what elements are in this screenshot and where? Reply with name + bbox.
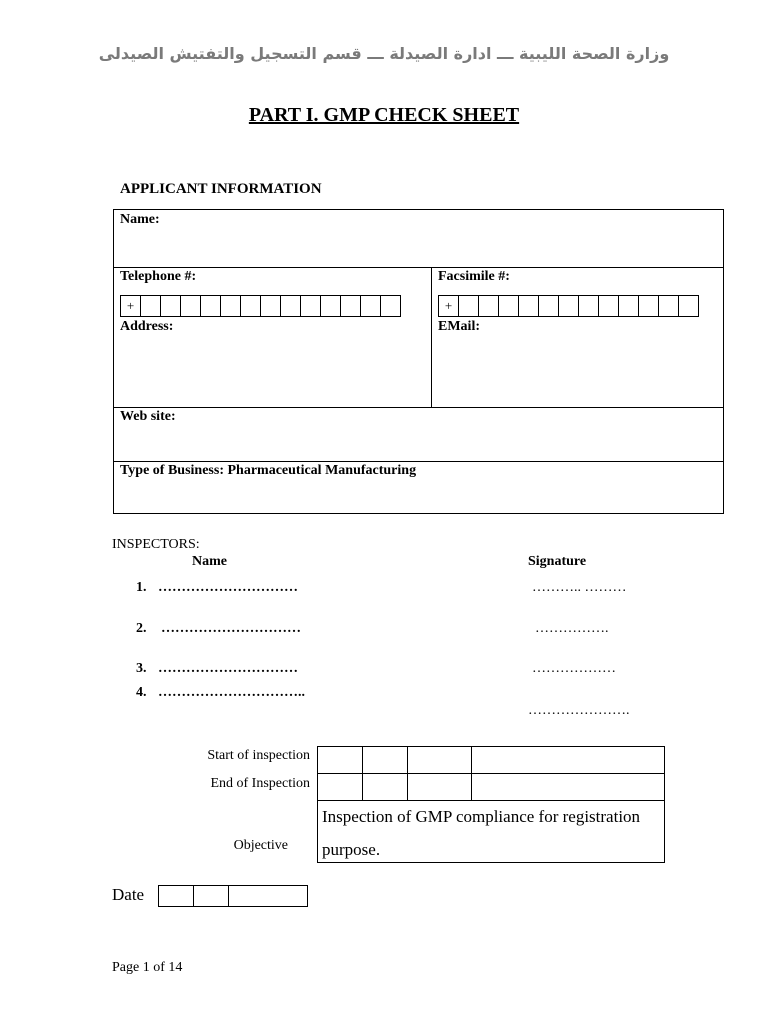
website-field-label: Web site: <box>120 409 176 424</box>
telephone-digit-boxes[interactable] <box>120 295 401 317</box>
start-date-row <box>318 747 665 774</box>
date-cell[interactable] <box>229 886 308 907</box>
applicant-form <box>113 209 724 514</box>
address-field-label: Address: <box>120 319 174 334</box>
date-cell[interactable] <box>363 774 408 801</box>
date-cell[interactable] <box>194 886 229 907</box>
end-date-row <box>318 774 665 801</box>
inspector-name-column-header: Name <box>192 554 227 569</box>
facsimile-digit-boxes[interactable] <box>438 295 699 317</box>
facsimile-field-label: Facsimile #: <box>438 269 510 284</box>
end-of-inspection-label: End of Inspection <box>210 776 310 791</box>
applicant-heading: APPLICANT INFORMATION <box>120 181 322 197</box>
date-cell[interactable] <box>408 747 472 774</box>
objective-label: Objective <box>233 838 288 853</box>
start-of-inspection-label: Start of inspection <box>207 748 310 763</box>
date-cell[interactable] <box>363 747 408 774</box>
phone-prefix: + <box>120 295 141 317</box>
inspector-name-line[interactable]: ………………………… <box>158 661 298 676</box>
fax-prefix: + <box>438 295 459 317</box>
divider <box>114 407 723 408</box>
divider <box>114 461 723 462</box>
ministry-header: وزارة الصحة الليبية ـــ ادارة الصيدلة ـــ قسم التسجيل والتفتيش الصيدلى <box>98 44 670 63</box>
inspection-date-grid <box>317 746 665 801</box>
divider <box>114 267 723 268</box>
inspector-name-line[interactable]: ………………………….. <box>158 685 305 700</box>
date-cell[interactable] <box>472 747 665 774</box>
date-cell[interactable] <box>318 774 363 801</box>
date-cell[interactable] <box>318 747 363 774</box>
date-boxes <box>158 885 308 907</box>
inspector-name-line[interactable]: ………………………… <box>158 580 298 595</box>
page-number: Page 1 of 14 <box>112 960 183 975</box>
inspector-number: 4. <box>136 685 147 700</box>
date-cell[interactable] <box>472 774 665 801</box>
inspector-signature-line[interactable]: ……….. ……… <box>532 580 627 595</box>
inspector-signature-line[interactable]: …………………. <box>528 703 630 718</box>
inspector-signature-line[interactable]: ……………… <box>532 661 616 676</box>
page-title: PART I. GMP CHECK SHEET <box>248 104 520 126</box>
inspector-number: 1. <box>136 580 147 595</box>
name-field-label: Name: <box>120 212 160 227</box>
telephone-field-label: Telephone #: <box>120 269 197 284</box>
signature-column-header: Signature <box>528 554 587 569</box>
divider <box>431 267 432 407</box>
email-field-label: EMail: <box>438 319 480 334</box>
inspector-number: 3. <box>136 661 147 676</box>
inspector-number: 2. <box>136 621 147 636</box>
date-cell[interactable] <box>159 886 194 907</box>
inspector-signature-line[interactable]: ……………. <box>535 621 609 636</box>
date-cell[interactable] <box>408 774 472 801</box>
inspector-name-line[interactable]: ………………………… <box>161 621 301 636</box>
date-label: Date <box>112 885 145 904</box>
inspectors-heading: INSPECTORS: <box>112 537 200 552</box>
business-type-label: Type of Business: Pharmaceutical Manufacturing <box>120 463 417 478</box>
objective-text: Inspection of GMP compliance for registration purpose. <box>317 800 665 863</box>
